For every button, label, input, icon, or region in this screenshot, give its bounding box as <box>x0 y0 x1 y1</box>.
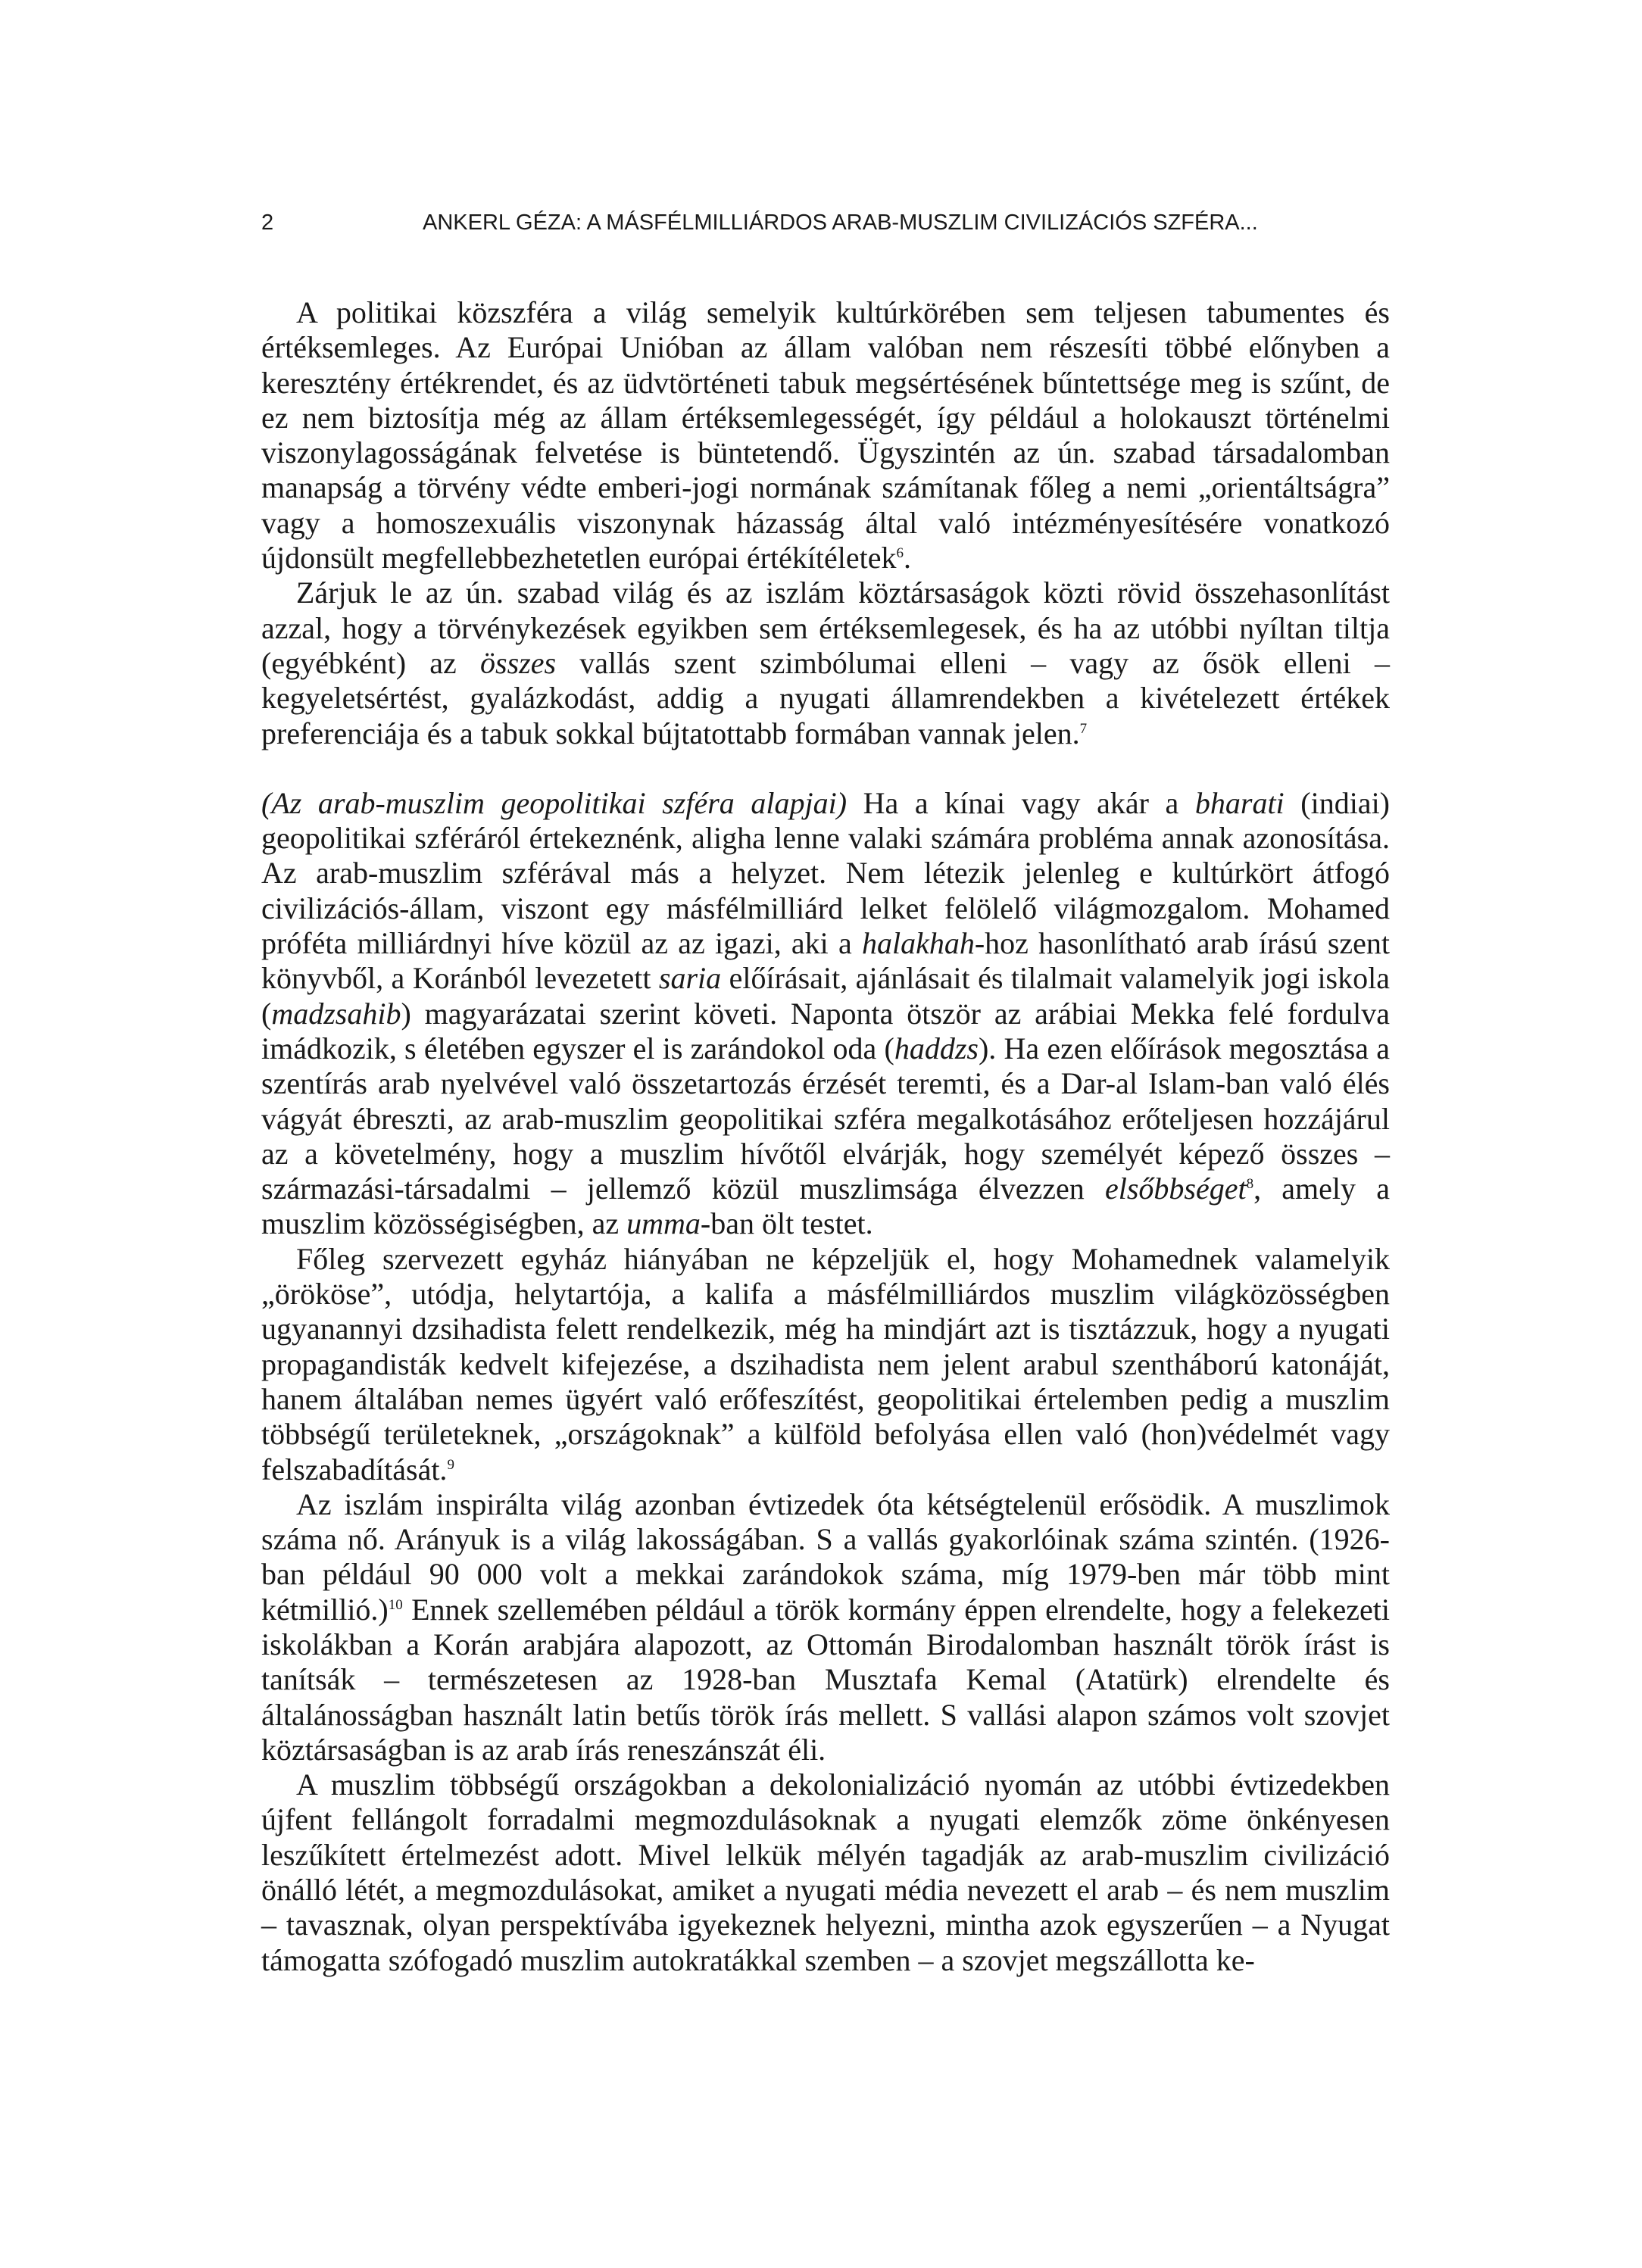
footnote-ref: 7 <box>1079 720 1088 737</box>
section-heading: (Az arab-muszlim geopolitikai szféra alapjai) <box>261 785 848 820</box>
footnote-ref: 8 <box>1246 1176 1254 1193</box>
text-run: Főleg szervezett egyház hiányában ne képzeljük el, hogy Mohamednek valamelyik „örököse”, utódja, helytartója, a kalifa a másfélmilliárdos muszlim világközösségben ugyanannyi dzsihadista felett rendelkezik, még ha mindjárt azt is tisztázzuk, hogy a nyugati propagandisták kedvelt kifejezése, a dszihadista nem jelent arabul szentháború katonáját, hanem általában nemes ügyért való erőfeszítést, geopolitikai értelemben pedig a muszlim többségű területeknek, „országoknak” a külföld befolyása ellen való (hon)védelmét vagy felszabadítását. <box>261 1241 1390 1487</box>
italic-term: halakhah <box>861 926 975 961</box>
page-header <box>261 203 1390 242</box>
italic-term: saria <box>658 961 722 996</box>
paragraph-3 <box>261 786 1390 1242</box>
text-run: Az iszlám inspirálta világ azonban évtizedek óta kétségtelenül erősödik. A muszlimok száma nő. Arányuk is a világ lakosságában. S a vallás gyakorlóinak száma szintén. (1926-ban például 90 000 volt a mekkai zarándokok száma, míg 1979-ben már több mint kétmillió.) <box>261 1487 1390 1627</box>
text-run: Zárjuk le az ún. szabad világ és az iszlám köztársaságok közti rövid összehasonlítást azzal, hogy a törvénykezések egyikben sem értéksemlegesek, és ha az utóbbi nyíltan tiltja (egyébként) az <box>261 576 1390 680</box>
body-text <box>261 295 1390 1978</box>
text-run: A muszlim többségű országokban a dekolonializáció nyomán az utóbbi évtizedekben újfent fellángolt forradalmi megmozdulásoknak a nyugati elemzők zöme önkényesen leszűkített értelmezést adott. Mivel lelkük mélyén tagadják az arab-muszlim civilizáció önálló létét, a megmozdulásokat, amiket a nyugati média nevezett el arab – és nem muszlim – tavasznak, olyan perspektívába igyekeznek helyezni, mintha azok egyszerűen – a Nyugat támogatta szófogadó muszlim autokratákkal szemben – a szovjet megszállotta ke- <box>261 1767 1390 1977</box>
text-run: ) magyarázatai szerint követi. Naponta ötször az arábiai Mekka felé fordulva imádkozik, s életében egyszer el is zarándokol oda ( <box>261 996 1390 1065</box>
page-number: 2 <box>261 211 274 235</box>
running-title: ANKERL GÉZA: A MÁSFÉLMILLIÁRDOS ARAB-MUSZLIM CIVILIZÁCIÓS SZFÉRA... <box>423 211 1258 235</box>
italic-term: madzsahib <box>271 996 401 1031</box>
paragraph-2 <box>261 576 1390 750</box>
italic-term: umma <box>626 1206 701 1241</box>
footnote-ref: 9 <box>447 1456 454 1473</box>
text-run: előírásait, ajánlásait és tilalmait valamelyik jogi iskola ( <box>261 961 1390 1031</box>
italic-term: összes <box>480 645 557 680</box>
italic-term: haddzs <box>894 1031 979 1065</box>
text-run: Ennek szellemében például a török kormány éppen elrendelte, hogy a felekezeti iskolákban a Korán arabjára alapozott, az Ottomán Birodalomban használt török írást is tanítsák – természetesen az 1928-ban Musztafa Kemal (Atatürk) elrendelte és általánosságban használt latin betűs török írás mellett. S vallási alapon számos volt szovjet köztársaságban is az arab írás reneszánszát éli. <box>261 1592 1390 1767</box>
text-run: vallás szent szimbólumai elleni – vagy az ősök elleni – kegyeletsértést, gyalázkodást, addig a nyugati államrendekben a kivételezett értékek preferenciája és a tabuk sokkal bújtatottabb formában vannak jelen. <box>261 645 1391 750</box>
italic-term: bharati <box>1194 785 1285 820</box>
italic-term: elsőbbséget <box>1104 1171 1247 1206</box>
text-run: ). Ha ezen előírások megosztása a szentírás arab nyelvével való összetartozás érzését teremti, és a Dar-al Islam-ban való élés vágyát ébreszti, az arab-muszlim geopolitikai szféra megalkotásához erőteljesen hozzájárul az a követelmény, hogy a muszlim hívőtől elvárják, hogy személyét képező összes – származási-társadalmi – jellemző közül muszlimsága élvezzen <box>261 1031 1390 1206</box>
paragraph-6 <box>261 1767 1390 1978</box>
text-run: -ban ölt testet. <box>700 1206 873 1241</box>
footnote-ref: 6 <box>896 545 904 562</box>
text-run: (indiai) geopolitikai szféráról értekeznénk, aligha lenne valaki számára probléma annak azonosítása. Az arab-muszlim szférával más a helyzet. Nem létezik jelenleg e kultúrkört átfogó civilizációs-állam, viszont egy másfélmilliárd lelket felölelő világmozgalom. Mohamed próféta milliárdnyi híve közül az az igazi, aki a <box>261 785 1390 961</box>
text-run: -hoz hasonlítható arab írású szent könyvből, a Koránból levezetett <box>261 926 1391 996</box>
paragraph-1 <box>261 295 1390 576</box>
paragraph-5 <box>261 1487 1390 1767</box>
text-run: , amely a muszlim közösségiségben, az <box>261 1171 1390 1241</box>
footnote-ref: 10 <box>388 1596 403 1613</box>
text-run: Ha a kínai vagy akár a <box>847 785 1195 820</box>
paragraph-4 <box>261 1242 1390 1487</box>
text-run: . <box>904 541 912 576</box>
text-run: A politikai közszféra a világ semelyik kultúrkörében sem teljesen tabumentes és értéksemleges. Az Európai Unióban az állam valóban nem részesíti többé előnyben a keresztény értékrendet, és az üdvtörténeti tabuk megsértésének bűntettsége meg is szűnt, de ez nem biztosítja még az állam értéksemlegességét, így például a holokauszt történelmi viszonylagosságának felvetése is büntetendő. Ügyszintén az ún. szabad társadalomban manapság a törvény védte emberi-jogi normának számítanak főleg a nemi „orientáltságra” vagy a homoszexuális viszonynak házasság által való intézményesítésére vonatkozó újdonsült megfellebbezhetetlen európai értékítéletek <box>261 295 1390 576</box>
